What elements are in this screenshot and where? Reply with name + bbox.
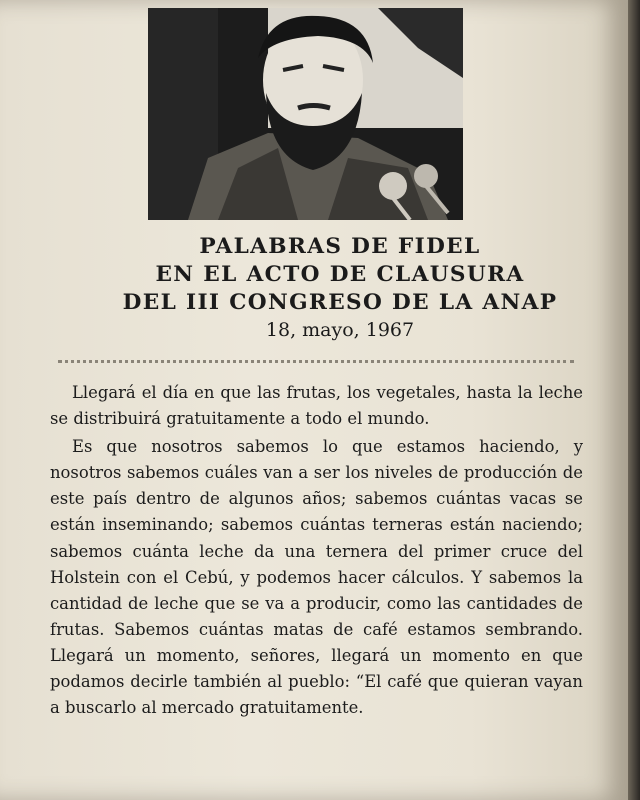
page-edge-shadow <box>628 0 640 800</box>
portrait-photo <box>148 8 463 220</box>
speech-heading <box>40 232 640 343</box>
heading-line-2: EN EL ACTO DE CLAUSURA <box>155 261 525 286</box>
speech-date: 18, mayo, 1967 <box>265 319 415 341</box>
paragraph-1: Llegará el día en que las frutas, los vegetales, hasta la leche se distribuirá gratuitamente a todo el mundo. <box>50 383 583 429</box>
heading-line-1: PALABRAS DE FIDEL <box>199 233 481 258</box>
speech-body <box>50 380 583 721</box>
paragraph-2: Es que nosotros sabemos lo que estamos haciendo, y nosotros sabemos cuáles van a ser los niveles de producción de este país dentro de algunos años; sabemos cuántas vacas se están inseminando; sabemos cuántas terneras están naciendo; sabemos cuánta leche da una ternera del primer cruce del Holstein con el Cebú, y podemos hacer cálculos. Y sabemos la cantidad de leche que se va a producir, como las cantidades de frutas. Sabemos cuántas matas de café estamos sembrando. Llegará un momento, señores, llegará un momento en que podamos decirle también al pueblo: “El café que quieran vayan a buscarlo al mercado gratuitamente. <box>50 437 583 718</box>
heading-line-3: DEL III CONGRESO DE LA ANAP <box>122 289 558 314</box>
dotted-divider <box>58 360 574 363</box>
portrait-image <box>148 8 463 220</box>
